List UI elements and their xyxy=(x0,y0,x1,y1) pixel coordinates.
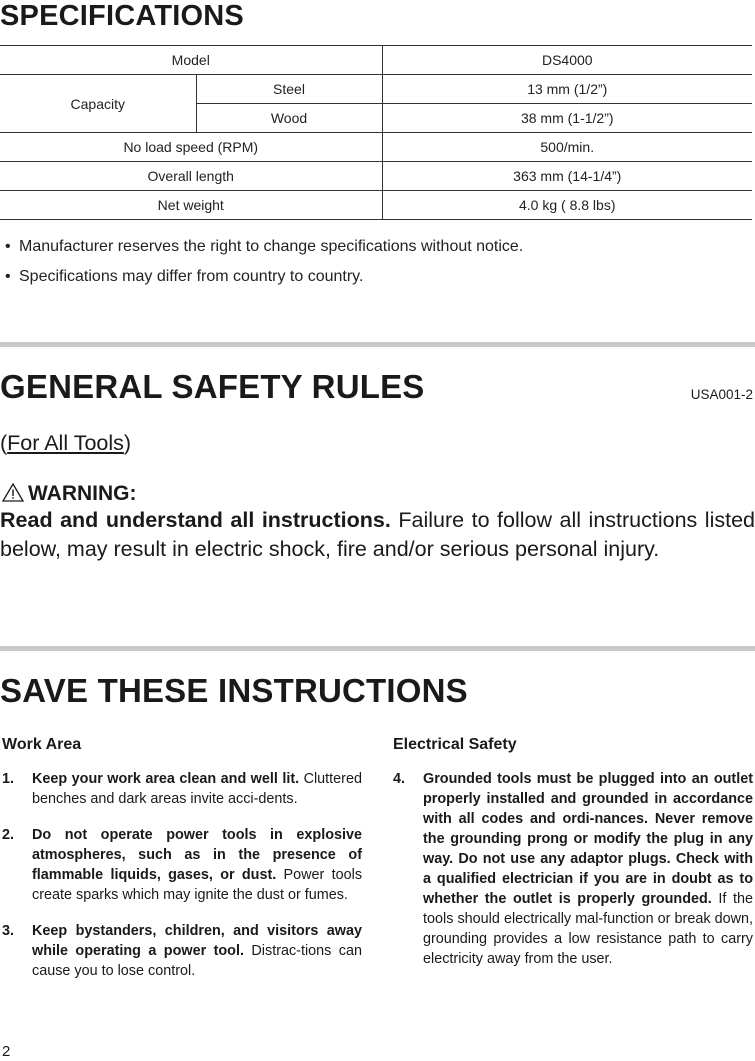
table-row xyxy=(0,75,752,104)
warning-text: Read and understand all instructions. Failure to follow all instructions listed below, may result in electric shock, fire and/or serious personal injury. xyxy=(0,508,755,561)
spec-note: • Specifications may differ from country to country. xyxy=(5,268,364,285)
spec-value: 363 mm (14-1/4”) xyxy=(382,162,752,191)
table-row xyxy=(0,191,752,220)
specifications-table xyxy=(0,45,752,220)
section-divider xyxy=(0,342,755,347)
spec-value: 4.0 kg ( 8.8 lbs) xyxy=(382,191,752,220)
spec-label: Net weight xyxy=(0,191,382,220)
work-area-section xyxy=(2,735,362,997)
electrical-safety-section xyxy=(393,735,753,985)
spec-sublabel: Steel xyxy=(196,75,382,104)
table-row xyxy=(0,46,752,75)
list-item: 4. Grounded tools must be plugged into an outlet properly installed and grounded in accordance with all codes and ordi-nances. Never remove the grounding prong or modify the plug in any way. Do not use any adaptor plugs. Check with a qualified electrician if you are in doubt as to whether the outlet is properly grounded. If the tools should electrically mal-function or break down, grounding provides a low resistance path to carry electricity away from the user. xyxy=(393,771,753,967)
bullet-icon: • xyxy=(5,268,11,285)
list-item: 3. Keep bystanders, children, and visitors away while operating a power tool. Distrac-tions can cause you to lose control. xyxy=(2,923,362,979)
table-row xyxy=(0,133,752,162)
safety-subtitle: (For All Tools) xyxy=(0,431,132,455)
spec-sublabel: Wood xyxy=(196,104,382,133)
spec-value: 13 mm (1/2”) xyxy=(382,75,752,104)
spec-label: Capacity xyxy=(0,75,196,133)
spec-label: No load speed (RPM) xyxy=(0,133,382,162)
specifications-title: SPECIFICATIONS xyxy=(0,0,244,32)
safety-title: GENERAL SAFETY RULES xyxy=(0,368,425,405)
warning-label: WARNING: xyxy=(2,482,137,508)
list-item: 2. Do not operate power tools in explosive atmospheres, such as in the presence of flammable liquids, gases, or dust. Power tools create sparks which may ignite the dust or fumes. xyxy=(2,827,363,903)
list-item: 1. Keep your work area clean and well lit. Cluttered benches and dark areas invite acci-dents. xyxy=(2,771,362,807)
bullet-icon: • xyxy=(5,238,11,255)
table-row xyxy=(0,162,752,191)
spec-value: DS4000 xyxy=(382,46,752,75)
spec-note: • Manufacturer reserves the right to change specifications without notice. xyxy=(5,238,524,255)
spec-value: 500/min. xyxy=(382,133,752,162)
section-divider xyxy=(0,646,755,651)
work-area-heading: Work Area xyxy=(2,736,82,753)
spec-label: Overall length xyxy=(0,162,382,191)
warning-triangle-icon xyxy=(2,482,24,508)
document-code: USA001-2 xyxy=(690,387,753,402)
save-instructions-title: SAVE THESE INSTRUCTIONS xyxy=(0,672,468,709)
spec-value: 38 mm (1-1/2”) xyxy=(382,104,752,133)
spec-label: Model xyxy=(0,46,382,75)
electrical-safety-heading: Electrical Safety xyxy=(393,736,517,753)
page-number: 2 xyxy=(2,1043,11,1060)
